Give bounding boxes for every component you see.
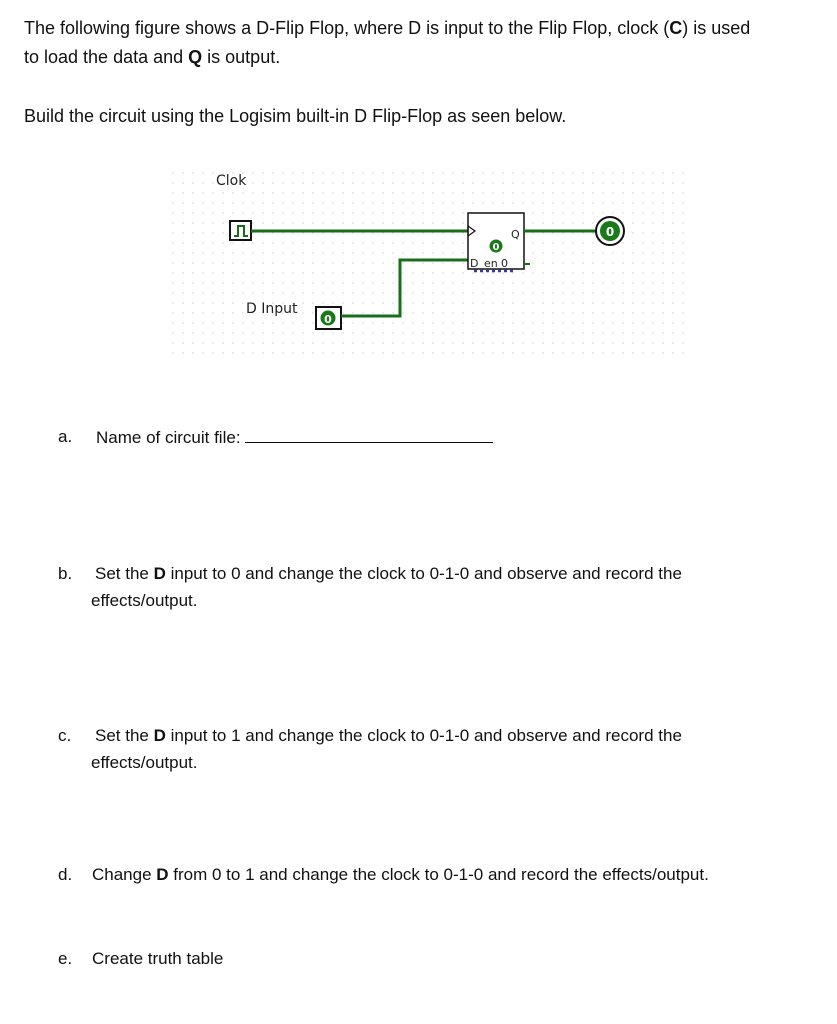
intro-line2-post: is output. — [202, 47, 281, 67]
output-led — [596, 217, 624, 245]
question-b — [58, 561, 818, 617]
ff-en-value: 0 — [501, 257, 508, 270]
question-a-letter: a. — [58, 427, 73, 446]
question-e-text: Create truth table — [92, 949, 224, 968]
ff-d-label: D — [470, 257, 479, 270]
question-d-post: from 0 to 1 and change the clock to 0-1-0 and record the effects/output. — [168, 865, 709, 884]
question-c-pre: Set the — [95, 726, 154, 745]
clock-component[interactable] — [230, 221, 251, 240]
grid-background — [168, 170, 684, 362]
build-instruction: Build the circuit using the Logisim built-in D Flip-Flop as seen below. — [24, 106, 567, 126]
question-d-pre: Change — [92, 865, 157, 884]
ff-en-label: en — [484, 257, 498, 270]
question-d-d: D — [156, 865, 169, 884]
question-d-letter: d. — [58, 865, 73, 884]
question-c-letter: c. — [58, 726, 72, 745]
question-b-d: D — [153, 564, 166, 583]
d-input-value: 0 — [324, 313, 332, 326]
intro-line1-post: ) is used — [682, 18, 751, 38]
question-c-post: input to 1 and change the clock to 0-1-0 and observe and record the — [165, 726, 682, 745]
circuit-file-name-blank[interactable] — [245, 424, 493, 443]
question-d — [58, 862, 818, 892]
intro-clock-letter: C — [669, 18, 683, 38]
d-input-label: D Input — [246, 301, 298, 317]
question-b-letter: b. — [58, 564, 73, 583]
question-c-line2: effects/output. — [91, 753, 198, 772]
question-e — [58, 946, 818, 976]
question-a — [58, 424, 818, 454]
logisim-circuit-figure — [168, 168, 684, 364]
intro-line2-pre: to load the data and — [24, 47, 189, 67]
output-value: 0 — [605, 225, 615, 239]
intro-output-letter: Q — [188, 47, 203, 67]
question-b-line2: effects/output. — [91, 591, 198, 610]
question-e-letter: e. — [58, 949, 73, 968]
d-input-pin[interactable] — [316, 307, 341, 329]
clock-label: Clok — [216, 173, 247, 189]
question-c — [58, 723, 818, 779]
d-flip-flop[interactable] — [468, 213, 530, 271]
question-a-text: Name of circuit file: — [96, 428, 241, 447]
intro-line1-pre: The following figure shows a D-Flip Flop, where D is input to the Flip Flop, clock ( — [24, 18, 670, 38]
ff-state-value: 0 — [492, 242, 500, 253]
question-c-d: D — [153, 726, 166, 745]
question-b-post: input to 0 and change the clock to 0-1-0 and observe and record the — [165, 564, 682, 583]
ff-q-label: Q — [511, 228, 520, 241]
intro-paragraph — [24, 14, 824, 72]
question-b-pre: Set the — [95, 564, 154, 583]
